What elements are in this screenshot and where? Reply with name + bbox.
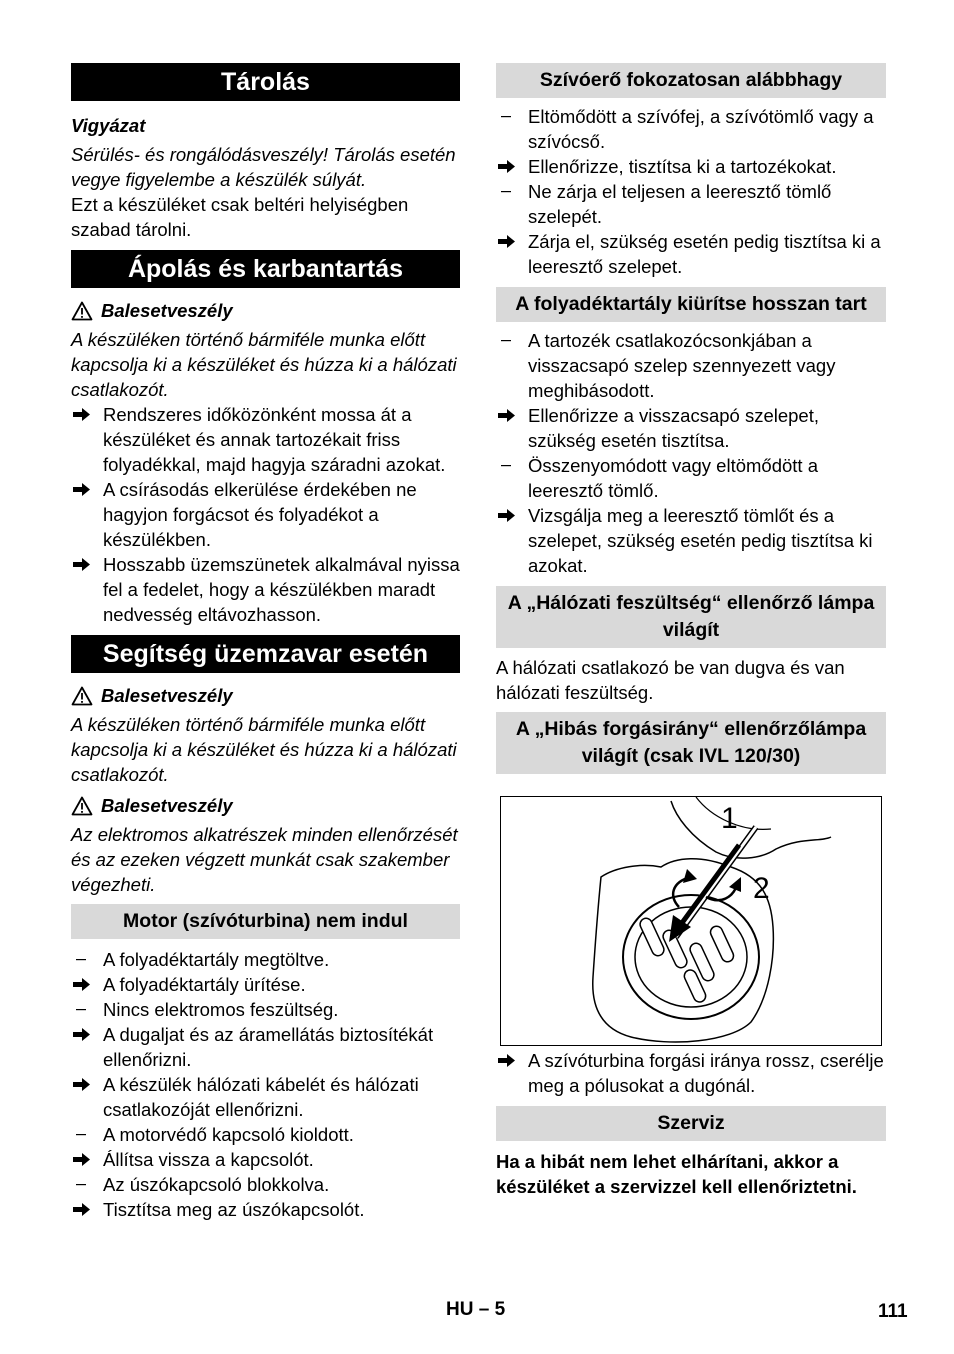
subsection-title-motor: Motor (szívóturbina) nem indul <box>71 904 460 939</box>
figure-label-2: 2 <box>753 872 770 905</box>
section-title-storage: Tárolás <box>71 63 460 101</box>
danger-label: Balesetveszély <box>101 795 233 816</box>
list-item: A tartozék csatlakozócsonkjában a visszacsapó szelep szennyezett vagy meghibásodott. <box>496 328 886 403</box>
arrow-right-icon <box>71 1197 95 1217</box>
left-column <box>71 63 460 1222</box>
warning-triangle-icon <box>71 301 93 321</box>
list-item: A dugaljat és az áramellátás biztosítékát ellenőrizni. <box>71 1022 460 1072</box>
drain-list <box>496 328 886 578</box>
list-item: Hosszabb üzemszünetek alkalmával nyissa fel a fedelet, hogy a készülékben maradt nedvesség eltávozhasson. <box>71 552 460 627</box>
motor-list <box>71 947 460 1222</box>
arrow-right-icon <box>496 154 520 174</box>
subsection-title-service: Szerviz <box>496 1106 886 1141</box>
list-item: Állítsa vissza a kapcsolót. <box>71 1147 460 1172</box>
subsection-title-suction: Szívóerő fokozatosan alábbhagy <box>496 63 886 98</box>
list-item: A folyadéktartály megtöltve. <box>71 947 460 972</box>
list-item: A készülék hálózati kábelét és hálózati csatlakozóját ellenőrizni. <box>71 1072 460 1122</box>
care-list <box>71 402 460 627</box>
dash-icon <box>500 328 524 361</box>
rotation-list <box>496 1048 886 1098</box>
voltage-text: A hálózati csatlakozó be van dugva és van hálózati feszültség. <box>496 657 845 703</box>
caution-text: Sérülés- és rongálódásveszély! Tárolás esetén vegye figyelembe a készülék súlyát. <box>71 144 456 190</box>
list-item: Rendszeres időközönként mossa át a készüléket és annak tartozékait friss folyadékkal, majd hagyja száradni azokat. <box>71 402 460 477</box>
arrow-right-icon <box>496 503 520 523</box>
danger-warning <box>71 683 460 708</box>
list-item: Az úszókapcsoló blokkolva. <box>71 1172 460 1197</box>
language-page-code: HU – 5 <box>446 1299 506 1320</box>
caution-label: Vigyázat <box>71 115 146 136</box>
plug-rotation-figure <box>500 796 882 1046</box>
list-item: Összenyomódott vagy eltömődött a leeresztő tömlő. <box>496 453 886 503</box>
list-item: Ellenőrizze a visszacsapó szelepet, szükség esetén tisztítsa. <box>496 403 886 453</box>
arrow-right-icon <box>71 1022 95 1042</box>
danger-label: Balesetveszély <box>101 685 233 706</box>
suction-list <box>496 104 886 279</box>
arrow-right-icon <box>496 403 520 423</box>
arrow-right-icon <box>496 229 520 249</box>
arrow-right-icon <box>71 477 95 497</box>
figure-label-1: 1 <box>721 802 738 835</box>
list-item: Vizsgálja meg a leeresztő tömlőt és a szelepet, szükség esetén pedig tisztítsa ki azokat. <box>496 503 886 578</box>
page-number: 111 <box>878 1301 908 1322</box>
list-item: A szívóturbina forgási iránya rossz, cserélje meg a pólusokat a dugónál. <box>496 1048 886 1098</box>
arrow-right-icon <box>71 1147 95 1167</box>
list-item: Eltömődött a szívófej, a szívótömlő vagy a szívócső. <box>496 104 886 154</box>
list-item: Nincs elektromos feszültség. <box>71 997 460 1022</box>
warning-triangle-icon <box>71 796 93 816</box>
arrow-right-icon <box>71 402 95 422</box>
plug-illustration <box>501 797 881 1045</box>
service-text: Ha a hibát nem lehet elhárítani, akkor a készüléket a szervizzel kell ellenőriztetni. <box>496 1151 857 1197</box>
arrow-right-icon <box>71 1072 95 1092</box>
list-item: Tisztítsa meg az úszókapcsolót. <box>71 1197 460 1222</box>
subsection-title-drain: A folyadéktartály kiürítse hosszan tart <box>496 287 886 322</box>
arrow-right-icon <box>71 972 95 992</box>
danger-text: Az elektromos alkatrészek minden ellenőrzését és az ezeken végzett munkát csak szakember végezheti. <box>71 824 458 895</box>
section-title-help: Segítség üzemzavar esetén <box>71 635 460 673</box>
dash-icon <box>500 104 524 137</box>
danger-warning <box>71 793 460 818</box>
list-item: Zárja el, szükség esetén pedig tisztítsa ki a leeresztő szelepet. <box>496 229 886 279</box>
subsection-title-rotation: A „Hibás forgásirány“ ellenőrzőlámpa világít (csak IVL 120/30) <box>496 712 886 774</box>
right-column <box>496 63 886 1199</box>
list-item: A csírásodás elkerülése érdekében ne hagyjon forgácsot és folyadékot a készülékben. <box>71 477 460 552</box>
list-item: Ne zárja el teljesen a leeresztő tömlő szelepét. <box>496 179 886 229</box>
section-title-care: Ápolás és karbantartás <box>71 250 460 288</box>
arrow-right-icon <box>496 1048 520 1068</box>
dash-icon <box>500 453 524 486</box>
warning-triangle-icon <box>71 686 93 706</box>
danger-text: A készüléken történő bármiféle munka előtt kapcsolja ki a készüléket és húzza ki a hálózati csatlakozót. <box>71 329 457 400</box>
danger-text: A készüléken történő bármiféle munka előtt kapcsolja ki a készüléket és húzza ki a hálózati csatlakozót. <box>71 714 457 785</box>
list-item: Ellenőrizze, tisztítsa ki a tartozékokat. <box>496 154 886 179</box>
list-item: A motorvédő kapcsoló kioldott. <box>71 1122 460 1147</box>
dash-icon <box>500 179 524 212</box>
arrow-right-icon <box>71 552 95 572</box>
danger-label: Balesetveszély <box>101 300 233 321</box>
subsection-title-voltage: A „Hálózati feszültség“ ellenőrző lámpa világít <box>496 586 886 648</box>
list-item: A folyadéktartály ürítése. <box>71 972 460 997</box>
danger-warning <box>71 298 460 323</box>
storage-text: Ezt a készüléket csak beltéri helyiségben szabad tárolni. <box>71 194 409 240</box>
